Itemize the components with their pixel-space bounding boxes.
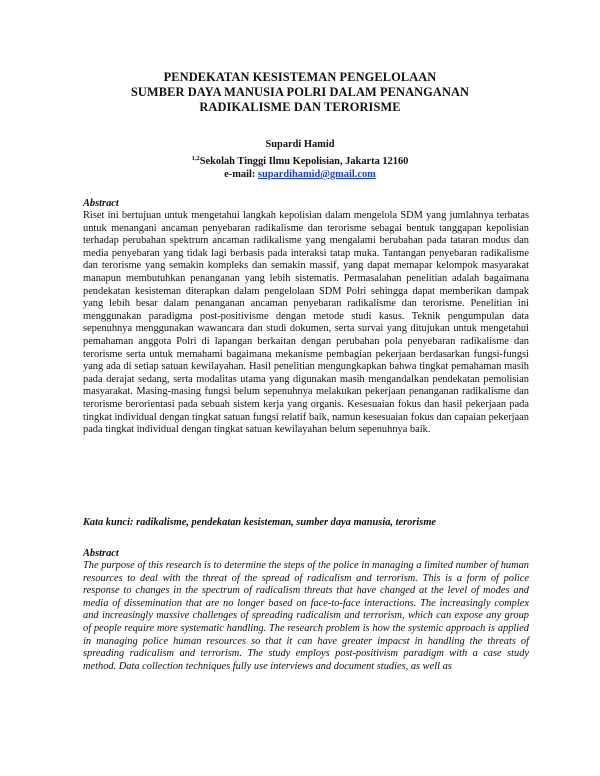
abstract-text-en: The purpose of this research is to determine the steps of the police in managing a limited number of human resources to deal with the threat of the spread of radicalism and terrorism. This is a form of police response to changes in the spectrum of radicalism threats that have changed at the level of modes and media of dissemination that are no longer based on face-to-face interactions. The increasingly complex and increasingly massive challenges of spreading radicalism and terrorism, which can expose any group of people require more systematic handling. The research problem is how the systemic approach is applied in managing police human resources so that it can have greater impacst in handling the threats of spreading radicalism and terrorism. The study employs post-positivism paradigm with a case study method. Data collection techniques fully use interviews and document studies, as well as: [83, 560, 529, 672]
author-affiliation: Sekolah Tinggi Ilmu Kepolisian, Jakarta 12160: [199, 155, 409, 167]
email-label: e-mail:: [224, 169, 258, 180]
paper-title: [0, 70, 600, 115]
abstract-heading-id: Abstract: [83, 198, 119, 209]
email-link[interactable]: supardihamid@gmail.com: [257, 169, 376, 180]
author-name: Supardi Hamid: [265, 139, 335, 150]
abstract-heading-en: Abstract: [83, 548, 119, 559]
author-email-line: [0, 168, 600, 182]
abstract-english: [83, 548, 529, 673]
abstract-indonesian: [83, 198, 529, 437]
title-line-1: PENDEKATAN KESISTEMAN PENGELOLAAN: [163, 70, 437, 84]
affiliation-superscript: 1,2: [191, 154, 200, 162]
title-line-2: SUMBER DAYA MANUSIA POLRI DALAM PENANGANAN: [130, 85, 470, 99]
author-affiliation-line: [0, 152, 600, 169]
abstract-text-id: Riset ini bertujuan untuk mengetahui langkah kepolisian dalam mengelola SDM yang jumlahnya terbatas untuk menangani ancaman penyebaran radikalisme dan terorisme sebagai bentuk tanggapan kepolisian terhadap perubahan spektrum ancaman radikalisme yang mengalami berubahan pada tataran modus dan media penyebaran yang tidak lagi berbasis pada interaksi tatap muka. Tantangan penyebaran radikalisme dan terorisme yang semakin kompleks dan semakin massif, yang dapat memapar kelompok masyarakat manapun membutuhkan penanganan yang lebih sistematis. Permasalahan penelitian adalah bagaimana pendekatan kesisteman diterapkan dalam pengelolaan SDM Polri sehingga dapat memberikan dampak yang lebih besar dalam penanganan ancaman penyebaran radikalisme dan terorisme. Penelitian ini menggunakan paradigma post-positivisme dengan metode studi kasus. Teknik pengumpulan data sepenuhnya menggunakan wawancara dan studi dokumen, serta survai yang ditujukan untuk mengetahui pemahaman anggota Polri di lapangan berkaitan dengan perubahan pola penyebaran radikalisme dan terorisme serta untuk memahami bagaimana mekanisme pembagian pekerjaan berdasarkan fungsi-fungsi yang ada di setiap satuan kewilayahan. Hasil penelitian mengungkapkan bahwa tingkat pemahaman masih pada derajat sedang, serta modalitas utama yang digunakan masih mengandalkan pendekatan pemolisian masyarakat. Masing-masing fungsi belum sepenuhnya melakukan pekerjaan penanganan radikalisme dan terorisme berorientasi pada sebuah sistem kerja yang organis. Kesesuaian fokus dan hasil pekerjaan pada tingkat individual dengan tingkat satuan fungsi relatif baik, namun kesesuaian fokus dan capaian pekerjaan pada tingkat individual dengan tingkat satuan kewilayahan belum sepenuhnya baik.: [83, 210, 529, 436]
keywords: Kata kunci: radikalisme, pendekatan kesisteman, sumber daya manusia, terorisme: [83, 517, 437, 528]
title-line-3: RADIKALISME DAN TERORISME: [199, 100, 401, 114]
author-block: [0, 138, 600, 182]
